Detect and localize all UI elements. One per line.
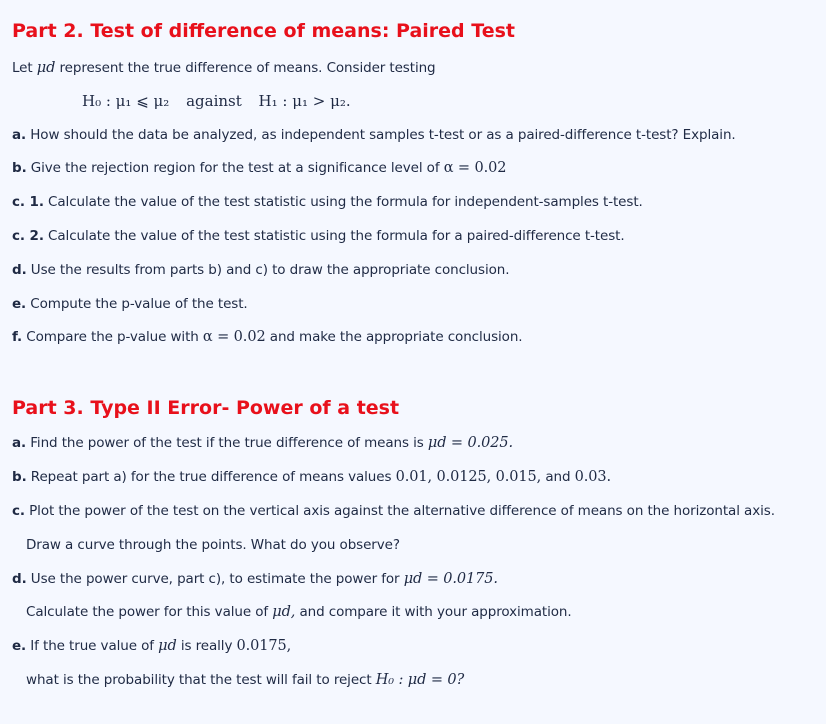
part2-item-c2 xyxy=(12,228,625,244)
part3-item-a xyxy=(12,435,513,451)
hypothesis-line xyxy=(82,92,351,110)
item-text: Give the rejection region for the test at a significance level of xyxy=(26,160,444,176)
part3-title: Part 3. Type II Error- Power of a test xyxy=(12,397,400,419)
item-text: Calculate the value of the test statistic using the formula for a paired-difference t-test. xyxy=(43,228,625,244)
item-text: what is the probability that the test will fail to reject xyxy=(26,672,376,688)
item-label: c. 2. xyxy=(12,228,44,244)
part3-item-e xyxy=(12,638,291,654)
intro-post: represent the true difference of means. Consider testing xyxy=(55,60,436,76)
part2-item-f xyxy=(12,329,522,345)
item-label: f. xyxy=(12,329,23,345)
item-text: Compare the p-value with xyxy=(22,329,203,345)
item-label: d. xyxy=(12,262,27,278)
last-value: 0.03. xyxy=(574,469,612,485)
part2-title: Part 2. Test of difference of means: Paired Test xyxy=(12,20,515,42)
item-text: Calculate the power for this value of xyxy=(26,604,273,620)
part2-item-b xyxy=(12,160,506,176)
part3-item-b xyxy=(12,469,611,485)
mu-d-symbol: μd xyxy=(158,638,177,654)
part3-item-e-continued xyxy=(26,672,464,688)
part3-item-c xyxy=(12,503,775,519)
item-label: c. 1. xyxy=(12,194,44,210)
mu-d-value: μd = 0.025. xyxy=(427,435,514,451)
values-list: 0.01, 0.0125, 0.015, xyxy=(395,469,542,485)
item-text: Calculate the value of the test statistic using the formula for independent-samples t-test. xyxy=(43,194,643,210)
item-label: d. xyxy=(12,571,27,587)
item-label: b. xyxy=(12,160,27,176)
null-hypothesis: H₀ : μ₁ ⩽ μ₂ xyxy=(82,92,170,110)
part3-item-d-continued xyxy=(26,604,572,620)
item-text-post: and make the appropriate conclusion. xyxy=(265,329,523,345)
item-label: b. xyxy=(12,469,27,485)
part2-item-d xyxy=(12,262,509,278)
item-text-mid: is really xyxy=(176,638,237,654)
part2-intro xyxy=(12,60,436,76)
null-hypothesis-math: H₀ : μd = 0? xyxy=(375,672,465,688)
mu-d-number: 0.0175, xyxy=(236,638,292,654)
item-text: Find the power of the test if the true difference of means is xyxy=(26,435,428,451)
item-label: a. xyxy=(12,127,27,143)
mu-d-symbol: μd xyxy=(36,60,56,76)
item-label: e. xyxy=(12,296,27,312)
item-label: a. xyxy=(12,435,27,451)
item-text: Compute the p-value of the test. xyxy=(26,296,248,312)
item-text-post: and compare it with your approximation. xyxy=(295,604,572,620)
mu-d-symbol: μd, xyxy=(272,604,296,620)
alt-hypothesis: H₁ : μ₁ > μ₂. xyxy=(258,92,351,110)
part3-item-d xyxy=(12,571,498,587)
item-label: c. xyxy=(12,503,25,519)
item-text: Repeat part a) for the true difference of means values xyxy=(26,469,396,485)
part2-item-a xyxy=(12,127,736,143)
item-label: e. xyxy=(12,638,27,654)
item-text: If the true value of xyxy=(26,638,159,654)
item-text: How should the data be analyzed, as independent samples t-test or as a paired-difference t-test? Explain. xyxy=(26,127,736,143)
mu-d-value: μd = 0.0175. xyxy=(403,571,498,587)
alpha-value: α = 0.02 xyxy=(202,329,266,345)
against-word: against xyxy=(186,92,242,110)
item-text: Use the power curve, part c), to estimate the power for xyxy=(26,571,404,587)
alpha-value: α = 0.02 xyxy=(443,160,507,176)
part2-item-e xyxy=(12,296,248,312)
item-text: Draw a curve through the points. What do you observe? xyxy=(26,537,400,553)
part3-item-c-continued xyxy=(26,537,400,553)
intro-pre: Let xyxy=(12,60,37,76)
item-text: Use the results from parts b) and c) to draw the appropriate conclusion. xyxy=(26,262,510,278)
and-word: and xyxy=(541,469,575,485)
part2-item-c1 xyxy=(12,194,643,210)
item-text: Plot the power of the test on the vertical axis against the alternative difference of means on the horizontal axis. xyxy=(24,503,775,519)
